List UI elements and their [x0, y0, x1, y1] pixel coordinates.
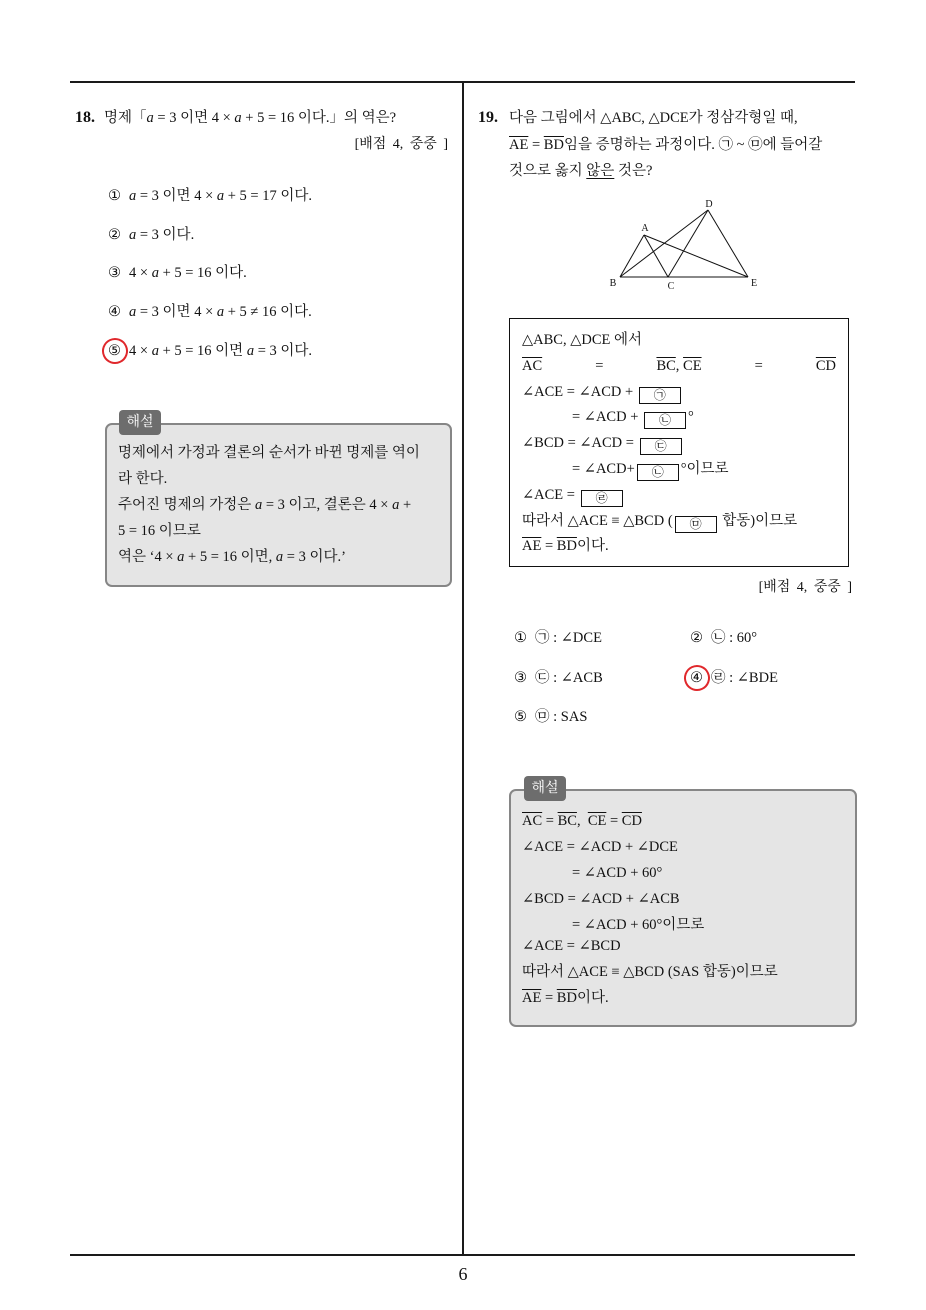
text-run: 따라서 △ACE ≡ △BCD (: [522, 512, 673, 529]
text-run: +: [399, 497, 412, 513]
answer-blank-box: ㉤: [675, 516, 717, 533]
text-run: = 3 이면 4 ×: [136, 188, 217, 204]
explanation-label: 해설: [119, 410, 161, 435]
text-run: =: [754, 357, 763, 374]
text-run: =: [595, 357, 604, 374]
text-run: °이므로: [680, 460, 729, 477]
point-label-c: C: [667, 281, 675, 292]
explanation-line: [118, 492, 450, 518]
math-variable: a: [216, 304, 225, 320]
overlined-segment: $\overline{BD}$: [543, 136, 564, 153]
question-19-number: 19.: [478, 109, 498, 126]
overlined-segment: $\overline{CE}$: [587, 813, 607, 829]
text-run: °: [688, 409, 694, 426]
option-number: ③: [108, 265, 121, 281]
proof-line: [522, 431, 836, 457]
overlined-segment: $\overline{AC}$: [522, 813, 543, 829]
segment-de: [708, 210, 748, 277]
text-run: 임을 증명하는 과정이다. ㉠ ~ ㉤에 들어갈: [563, 136, 823, 153]
question-18-option-4: [108, 302, 312, 322]
segment-ba: [620, 235, 644, 277]
overlined-segment: $\overline{CD}$: [815, 357, 836, 374]
explanation-line: [522, 985, 855, 1011]
segment-bd: [620, 210, 708, 277]
explanation-line: [118, 466, 450, 492]
option-text: [129, 188, 312, 204]
text-run: =: [528, 136, 544, 153]
question-18-stem: [104, 105, 396, 131]
option-number: ④: [108, 304, 121, 320]
text-run: 주어진 명제의 가정은: [118, 497, 255, 513]
proof-line: [522, 405, 836, 431]
overlined-segment: $\overline{AE}$: [509, 136, 529, 153]
triangle-figure: [600, 195, 770, 295]
page-number: 6: [458, 1264, 468, 1284]
option-text: [129, 265, 247, 281]
underlined-text: 않은: [586, 163, 615, 179]
text-run: + 5 ≠ 16 이다.: [224, 304, 312, 320]
option-text: [129, 227, 194, 243]
question-19-option-4: [690, 668, 778, 688]
explanation-line: [118, 518, 450, 544]
overlined-segment: $\overline{AE}$: [522, 990, 542, 1006]
text-run: 역은 ‘4 ×: [118, 549, 178, 565]
option-number: ④: [690, 670, 703, 686]
option-number: ⑤: [108, 343, 121, 359]
overlined-segment: $\overline{BC}$: [656, 357, 676, 374]
option-number: ②: [108, 227, 121, 243]
overlined-segment: $\overline{AC}$: [522, 357, 543, 374]
text-run: ㉢ : ∠ACB: [535, 670, 603, 686]
stem-line: [509, 105, 822, 132]
explanation-label: 해설: [524, 776, 566, 801]
text-run: △ABC, △DCE 에서: [522, 332, 643, 348]
math-variable: a: [275, 549, 284, 565]
text-run: = ∠ACD + 60°이므로: [572, 917, 705, 933]
math-variable: a: [151, 265, 159, 281]
text-run: = 3 이고, 결론은 4 ×: [262, 497, 393, 513]
question-18-option-1: [108, 186, 312, 206]
text-run: = 3 이면 4 ×: [136, 304, 217, 320]
text-run: 4 ×: [129, 265, 152, 281]
question-19-option-5: [514, 707, 587, 727]
option-number: ⑤: [514, 709, 527, 725]
point-label-a: A: [641, 223, 649, 234]
explanation-line: [118, 440, 450, 466]
question-19-points: [배점 4, 중중 ]: [758, 580, 852, 595]
text-run: = 3 이다.: [254, 343, 313, 359]
text-run: + 5 = 16 이면: [158, 343, 247, 359]
explanation-line: [522, 860, 855, 886]
text-run: ∠BCD = ∠ACD =: [522, 435, 638, 452]
math-variable: a: [177, 549, 185, 565]
segment-group: [656, 354, 701, 380]
stem-line: [509, 158, 822, 185]
text-run: =: [542, 813, 558, 829]
text-run: ,: [675, 357, 684, 374]
text-run: ∠ACE =: [522, 486, 579, 503]
text-run: + 5 = 16 이다.」의 역은?: [241, 110, 397, 126]
text-run: 라 한다.: [118, 471, 168, 487]
proof-line: [522, 509, 836, 535]
question-19-option-3: [514, 668, 603, 688]
overlined-segment: $\overline{CD}$: [621, 813, 642, 829]
proof-line: [522, 457, 836, 483]
question-19-explanation-box: [509, 789, 857, 1027]
question-19-stem: [509, 105, 822, 185]
text-run: = ∠ACD+: [572, 460, 635, 477]
text-run: + 5 = 16 이면,: [184, 549, 276, 565]
text-run: ㉡ : 60°: [711, 630, 758, 646]
text-run: 것으로 옳지: [509, 163, 587, 179]
text-run: ㉣ : ∠BDE: [711, 670, 778, 686]
proof-line: [522, 534, 836, 560]
answer-blank-box: ㉠: [639, 387, 681, 404]
option-text: [129, 343, 312, 359]
answer-blank-box: ㉢: [640, 438, 682, 455]
text-run: 4 ×: [129, 343, 152, 359]
answer-blank-box: ㉡: [637, 464, 679, 481]
option-text: [711, 630, 757, 646]
text-run: 다음 그림에서 △ABC, △DCE가 정삼각형일 때,: [509, 110, 798, 126]
text-run: =: [606, 813, 622, 829]
question-18-points: [배점 4, 중중 ]: [354, 137, 448, 152]
option-text: [535, 670, 603, 686]
math-variable: a: [146, 110, 154, 126]
option-number: ①: [514, 630, 527, 646]
segment-cd: [668, 210, 708, 277]
overlined-segment: $\overline{BD}$: [556, 538, 577, 555]
question-18-option-5: [108, 341, 312, 361]
answer-blank-box: ㉣: [581, 490, 623, 507]
question-18-number: 18.: [75, 109, 95, 126]
explanation-line: [522, 808, 855, 834]
option-number: ③: [514, 670, 527, 686]
text-run: = 3 이다.’: [283, 549, 346, 565]
text-run: ∠ACE = ∠BCD: [522, 938, 621, 954]
option-number: ①: [108, 188, 121, 204]
question-18-option-2: [108, 225, 194, 245]
math-variable: a: [234, 110, 242, 126]
text-run: + 5 = 16 이다.: [158, 265, 247, 281]
text-run: 명제「: [104, 110, 147, 126]
stem-line: [509, 132, 822, 159]
math-variable: a: [254, 497, 263, 513]
text-run: =: [541, 990, 557, 1006]
bottom-rule: [70, 1254, 855, 1256]
math-variable: a: [392, 497, 400, 513]
text-run: 따라서 △ACE ≡ △BCD (SAS 합동)이므로: [522, 964, 778, 980]
math-variable: a: [129, 227, 137, 243]
overlined-segment: $\overline{CE}$: [683, 357, 702, 374]
question-18-explanation-box: [105, 423, 452, 587]
question-19-option-2: [690, 628, 757, 648]
text-run: ∠ACE = ∠ACD + ∠DCE: [522, 839, 678, 855]
text-run: 이다.: [576, 990, 609, 1006]
text-run: = 3 이면 4 ×: [153, 110, 235, 126]
text-run: ∠BCD = ∠ACD + ∠ACB: [522, 891, 680, 907]
option-text: [535, 709, 587, 725]
overlined-segment: $\overline{AE}$: [522, 538, 542, 555]
text-run: 명제에서 가정과 결론의 순서가 바뀐 명제를 역이: [118, 445, 420, 461]
text-run: 5 = 16 이므로: [118, 523, 201, 539]
column-divider: [462, 82, 464, 1255]
math-variable: a: [129, 188, 137, 204]
proof-line: [522, 380, 836, 406]
option-number: ②: [690, 630, 703, 646]
text-run: =: [541, 538, 557, 555]
proof-box: [509, 318, 849, 567]
proof-line: [522, 328, 836, 354]
explanation-line: [522, 834, 855, 860]
text-run: 합동)이므로: [718, 512, 798, 529]
text-run: ,: [576, 813, 588, 829]
proof-line: [522, 354, 836, 380]
text-run: = 3 이다.: [136, 227, 195, 243]
option-text: [129, 304, 312, 320]
point-label-d: D: [705, 199, 713, 210]
question-19-option-1: [514, 628, 602, 648]
explanation-line: [118, 544, 450, 570]
proof-line: [522, 483, 836, 509]
text-run: 것은?: [614, 163, 653, 179]
text-run: ∠ACE = ∠ACD +: [522, 383, 637, 400]
math-variable: a: [129, 304, 137, 320]
overlined-segment: $\overline{BD}$: [556, 990, 577, 1006]
text-run: ㉠ : ∠DCE: [535, 630, 602, 646]
text-run: 이다.: [576, 538, 609, 555]
segment-ae: [644, 235, 748, 277]
option-text: [535, 630, 602, 646]
math-variable: a: [216, 188, 225, 204]
overlined-segment: $\overline{BC}$: [557, 813, 577, 829]
question-18-option-3: [108, 263, 247, 283]
text-run: ㉤ : SAS: [535, 709, 588, 725]
math-variable: a: [151, 343, 159, 359]
math-variable: a: [246, 343, 255, 359]
answer-blank-box: ㉡: [644, 412, 686, 429]
point-label-b: B: [609, 278, 617, 289]
explanation-line: [522, 959, 855, 985]
text-run: = ∠ACD +: [572, 409, 642, 426]
text-run: + 5 = 17 이다.: [224, 188, 312, 204]
option-text: [711, 670, 778, 686]
text-run: = ∠ACD + 60°: [572, 865, 663, 881]
explanation-line: [522, 886, 855, 912]
point-label-e: E: [750, 278, 758, 289]
